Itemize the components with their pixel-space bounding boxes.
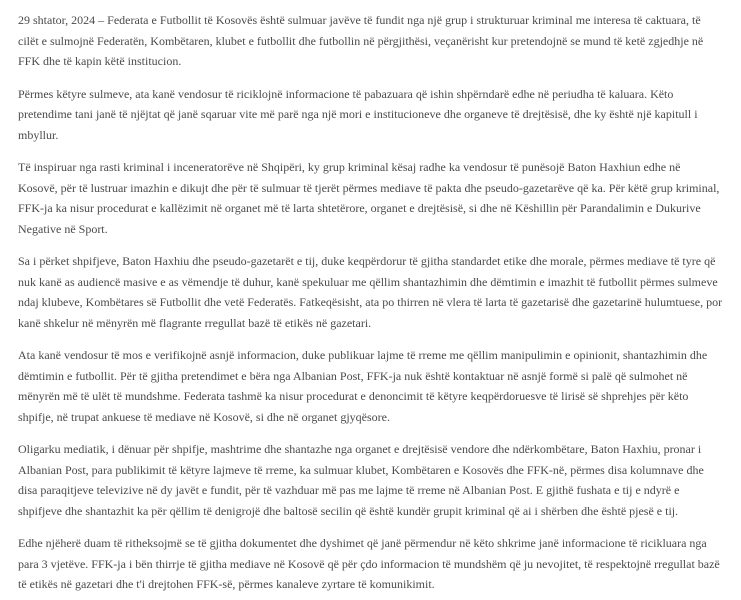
article-paragraph-7: Edhe njëherë duam të ritheksojmë se të gjitha dokumentet dhe dyshimet që janë përmendur në këto shkrime janë informacione të ricikluara nga para 3 vjetëve. FFK-ja i bën thirrje të gjitha mediave në Kosovë që për çdo informacion të mundshëm që ju nevojitet, të respektojnë rregullat bazë të etikës në gazetari dhe t'i drejtohen FFK-së, përmes kanaleve zyrtare të komunikimit. [18,536,720,591]
article-paragraph-4: Sa i përket shpifjeve, Baton Haxhiu dhe pseudo-gazetarët e tij, duke keqpërdorur të gjitha standardet etike dhe morale, përmes mediave të tyre që nuk kanë as audiencë masive e as vëmendje të duhur, kanë spekuluar me qëllim shantazhimin dhe dëmtimin e imazhit të futbollit përmes sulmeve ndaj klubeve, Kombëtares së Futbollit dhe vetë Federatës. Fatkeqësisht, ata po thirren në vlera të larta të gazetarisë dhe gazetarinë hulumtuese, por kanë shkelur në mënyrën më flagrante rregullat bazë të etikës në gazetari. [18,254,723,330]
article-paragraph-3: Të inspiruar nga rasti kriminal i inceneratorëve në Shqipëri, ky grup kriminal kësaj radhe ka vendosur të punësojë Baton Haxhiun edhe në Kosovë, për të lustruar imazhin e dikujt dhe për të sulmuar të tjerët përmes mediave të pakta dhe pseudo-gazetarëve që ka. Për këtë grup kriminal, FFK-ja ka nisur procedurat e kallëzimit në organet më të larta shtetërore, organet e drejtësisë, si dhe në Këshillin për Parandalimin e Dukurive Negative në Sport. [18,160,720,236]
article-paragraph-2: Përmes këtyre sulmeve, ata kanë vendosur të riciklojnë informacione të pabazuara që ishin shpërndarë edhe në periudha të kaluara. Këto pretendime tani janë të njëjtat që janë sqaruar vite më parë nga një mori e institucioneve dhe organeve të drejtësisë, dhe ky është një kapitull i mbyllur. [18,86,698,142]
article-paragraph-1: 29 shtator, 2024 – Federata e Futbollit të Kosovës është sulmuar javëve të fundit nga një grup i strukturuar kriminal me interesa të caktuara, të cilët e sulmojnë Federatën, Kombëtaren, klubet e futbollit dhe futbollin në përgjithësi, veçanërisht kur pretendojnë se mund të ketë zgjedhje në FFK dhe të kapin këtë institucion. [18,13,704,68]
article-paragraph-6: Oligarku mediatik, i dënuar për shpifje, mashtrime dhe shantazhe nga organet e drejtësisë vendore dhe ndërkombëtare, Baton Haxhiu, pronar i Albanian Post, para publikimit të këtyre lajmeve të rreme, ka sulmuar klubet, Kombëtaren e Kosovës dhe FFK-në, përmes disa kolumnave dhe disa paraqitjeve televizive në dy javët e fundit, për të vazhduar më pas me lajme të rreme në Albanian Post. E gjithë fushata e tij e ndyrë e shpifjeve dhe shantazhit ka për qëllim të denigrojë dhe baltosë secilin që është kundër grupit kriminal që ai i shërben dhe është pjesë e tij. [18,442,704,518]
article-paragraph-5: Ata kanë vendosur të mos e verifikojnë asnjë informacion, duke publikuar lajme të rreme me qëllim manipulimin e opinionit, shantazhimin dhe dëmtimin e futbollit. Për të gjitha pretendimet e bëra nga Albanian Post, FFK-ja nuk është kontaktuar në asnjë formë si palë që sulmohet në mënyrën më të ulët të mundshme. Federata tashmë ka nisur procedurat e denoncimit të këtyre keqpërdoruesve të lirisë së shprehjes për këto shpifje, në trupat ankuese të mediave në Kosovë, si dhe në organet gjyqësore. [18,348,708,424]
